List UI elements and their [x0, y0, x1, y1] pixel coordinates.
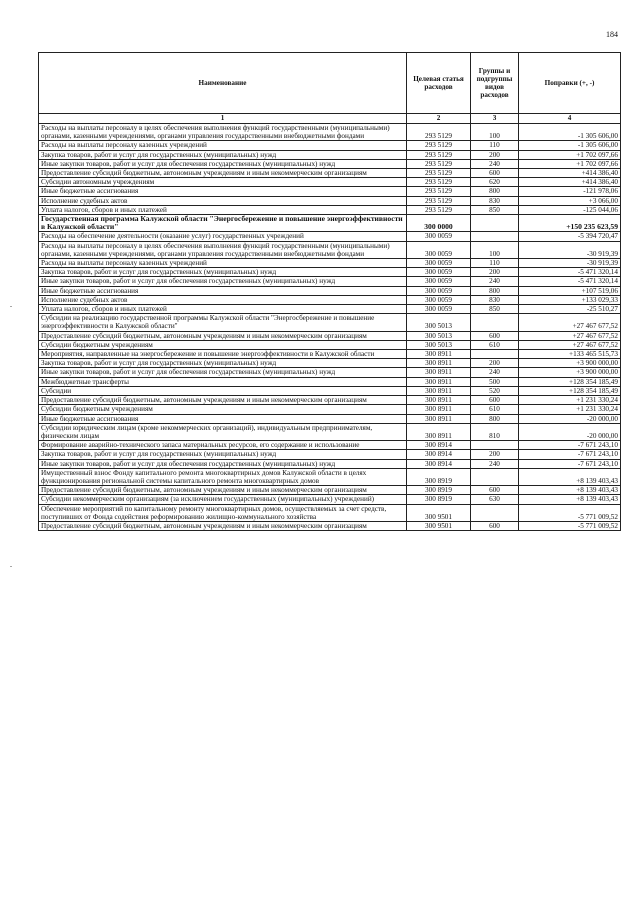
- row-expense-group: 100: [471, 124, 519, 141]
- row-expense-group: [471, 350, 519, 359]
- row-target-code: 293 5129: [407, 141, 471, 150]
- row-amendment: -25 510,27: [519, 305, 621, 314]
- table-row: [39, 277, 621, 286]
- row-amendment: +1 231 330,24: [519, 405, 621, 414]
- row-name: Государственная программа Калужской области "Энергосбережение и повышение энергоэффективности в Калужской области": [39, 215, 407, 232]
- header-amendments: Поправки (+, -): [519, 53, 621, 114]
- table-row: [39, 286, 621, 295]
- table-body: [39, 124, 621, 531]
- page-number: 184: [606, 30, 618, 39]
- row-amendment: -5 771 009,52: [519, 504, 621, 521]
- row-amendment: -5 471 320,14: [519, 268, 621, 277]
- row-expense-group: 110: [471, 259, 519, 268]
- row-target-code: 300 8914: [407, 450, 471, 459]
- row-expense-group: 500: [471, 377, 519, 386]
- table-row: [39, 521, 621, 530]
- table-row: [39, 268, 621, 277]
- row-expense-group: [471, 215, 519, 232]
- table-header-row: [39, 53, 621, 114]
- table-row: [39, 150, 621, 159]
- row-target-code: 300 0059: [407, 305, 471, 314]
- row-expense-group: 100: [471, 241, 519, 258]
- row-target-code: 293 5129: [407, 187, 471, 196]
- table-row: [39, 205, 621, 214]
- row-name: Иные бюджетные ассигнования: [39, 187, 407, 196]
- row-name: Иные бюджетные ассигнования: [39, 286, 407, 295]
- row-amendment: +107 519,06: [519, 286, 621, 295]
- row-expense-group: [471, 468, 519, 485]
- row-expense-group: 630: [471, 495, 519, 504]
- table-row: [39, 196, 621, 205]
- row-expense-group: 610: [471, 405, 519, 414]
- row-name: Предоставление субсидий бюджетным, автономным учреждениям и иным некоммерческим организациям: [39, 169, 407, 178]
- row-name: Закупка товаров, работ и услуг для государственных (муниципальных) нужд: [39, 150, 407, 159]
- row-target-code: 300 0059: [407, 259, 471, 268]
- row-name: Субсидии бюджетным учреждениям: [39, 340, 407, 349]
- row-amendment: -1 305 606,00: [519, 124, 621, 141]
- row-amendment: -20 000,00: [519, 414, 621, 423]
- row-target-code: 293 5129: [407, 178, 471, 187]
- row-name: Закупка товаров, работ и услуг для государственных (муниципальных) нужд: [39, 359, 407, 368]
- row-name: Иные закупки товаров, работ и услуг для обеспечения государственных (муниципальных) нужд: [39, 368, 407, 377]
- row-target-code: 300 8911: [407, 423, 471, 440]
- table-row: [39, 169, 621, 178]
- table-row: [39, 340, 621, 349]
- table-row: [39, 178, 621, 187]
- row-name: Имущественный взнос Фонду капитального ремонта многоквартирных домов Калужской области в целях функционирования региональной системы капитального ремонта многоквартирных домов: [39, 468, 407, 485]
- row-name: Субсидии юридическим лицам (кроме некоммерческих организаций), индивидуальным предпринимателям, физическим лицам: [39, 423, 407, 440]
- table-row: [39, 468, 621, 485]
- row-name: Расходы на выплаты персоналу казенных учреждений: [39, 141, 407, 150]
- row-amendment: -7 671 243,10: [519, 450, 621, 459]
- margin-mark: .: [10, 300, 12, 309]
- column-index: 3: [471, 114, 519, 124]
- row-target-code: 300 8911: [407, 359, 471, 368]
- row-name: Расходы на выплаты персоналу в целях обеспечения выполнения функций государственными (муниципальными) органами, казенными учреждениями, органами управления государственными внебюджетными фондами: [39, 124, 407, 141]
- row-target-code: 300 0000: [407, 215, 471, 232]
- table-row: [39, 495, 621, 504]
- row-amendment: -1 305 606,00: [519, 141, 621, 150]
- header-name: Наименование: [39, 53, 407, 114]
- row-expense-group: 850: [471, 305, 519, 314]
- table-row: [39, 504, 621, 521]
- row-amendment: +27 467 677,52: [519, 314, 621, 331]
- row-amendment: +3 900 000,00: [519, 359, 621, 368]
- row-expense-group: 240: [471, 368, 519, 377]
- row-target-code: 300 8911: [407, 350, 471, 359]
- row-target-code: 300 8911: [407, 414, 471, 423]
- row-target-code: 300 5013: [407, 314, 471, 331]
- row-expense-group: 240: [471, 159, 519, 168]
- row-name: Предоставление субсидий бюджетным, автономным учреждениям и иным некоммерческим организациям: [39, 486, 407, 495]
- budget-amendments-table: [38, 52, 621, 531]
- row-target-code: 300 8914: [407, 441, 471, 450]
- row-name: Расходы на обеспечение деятельности (оказание услуг) государственных учреждений: [39, 232, 407, 241]
- row-name: Мероприятия, направленные на энергосбережение и повышение энергоэффективности в Калужской области: [39, 350, 407, 359]
- table-row: [39, 215, 621, 232]
- column-index: 2: [407, 114, 471, 124]
- row-expense-group: [471, 441, 519, 450]
- row-expense-group: 800: [471, 414, 519, 423]
- row-name: Уплата налогов, сборов и иных платежей: [39, 205, 407, 214]
- row-target-code: 300 8911: [407, 368, 471, 377]
- row-expense-group: 600: [471, 169, 519, 178]
- row-target-code: 293 5129: [407, 150, 471, 159]
- row-target-code: 300 8919: [407, 486, 471, 495]
- row-name: Межбюджетные трансферты: [39, 377, 407, 386]
- row-amendment: +128 354 185,49: [519, 377, 621, 386]
- row-target-code: 293 5129: [407, 205, 471, 214]
- row-amendment: +414 386,40: [519, 169, 621, 178]
- row-expense-group: 600: [471, 331, 519, 340]
- table-row: [39, 305, 621, 314]
- row-target-code: 300 0059: [407, 286, 471, 295]
- table-row: [39, 241, 621, 258]
- table-row: [39, 459, 621, 468]
- table-row: [39, 441, 621, 450]
- row-target-code: 300 8919: [407, 495, 471, 504]
- table-row: [39, 232, 621, 241]
- row-expense-group: 800: [471, 286, 519, 295]
- row-amendment: +8 139 403,43: [519, 486, 621, 495]
- row-expense-group: 610: [471, 340, 519, 349]
- row-amendment: +133 465 515,73: [519, 350, 621, 359]
- row-name: Иные закупки товаров, работ и услуг для обеспечения государственных (муниципальных) нужд: [39, 159, 407, 168]
- row-name: Субсидии на реализацию государственной программы Калужской области "Энергосбережение и повышение энергоэффективности в Калужской области": [39, 314, 407, 331]
- row-amendment: +150 235 623,59: [519, 215, 621, 232]
- table-row: [39, 414, 621, 423]
- table-row: [39, 377, 621, 386]
- row-amendment: +133 029,33: [519, 295, 621, 304]
- row-expense-group: 830: [471, 295, 519, 304]
- row-expense-group: 240: [471, 459, 519, 468]
- table-row: [39, 350, 621, 359]
- column-index: 1: [39, 114, 407, 124]
- row-name: Обеспечение мероприятий по капитальному ремонту многоквартирных домов, осуществляемых за счет средств, поступивших от Фонда содействия реформированию жилищно-коммунального хозяйства: [39, 504, 407, 521]
- row-expense-group: 600: [471, 486, 519, 495]
- row-name: Предоставление субсидий бюджетным, автономным учреждениям и иным некоммерческим организациям: [39, 521, 407, 530]
- header-group: Группы и подгруппы видов расходов: [471, 53, 519, 114]
- row-amendment: +3 066,00: [519, 196, 621, 205]
- row-name: Расходы на выплаты персоналу в целях обеспечения выполнения функций государственными (муниципальными) органами, казенными учреждениями, органами управления государственными внебюджетными фондами: [39, 241, 407, 258]
- table-row: [39, 396, 621, 405]
- table-row: [39, 368, 621, 377]
- row-expense-group: 600: [471, 396, 519, 405]
- row-name: Субсидии бюджетным учреждениям: [39, 405, 407, 414]
- row-expense-group: [471, 232, 519, 241]
- row-amendment: -7 671 243,10: [519, 441, 621, 450]
- table-row: [39, 259, 621, 268]
- row-amendment: -5 394 720,47: [519, 232, 621, 241]
- row-expense-group: 850: [471, 205, 519, 214]
- header-target: Целевая статья расходов: [407, 53, 471, 114]
- table-row: [39, 314, 621, 331]
- row-expense-group: 200: [471, 450, 519, 459]
- table-row: [39, 386, 621, 395]
- row-expense-group: [471, 504, 519, 521]
- table-row: [39, 141, 621, 150]
- row-expense-group: [471, 314, 519, 331]
- row-expense-group: 240: [471, 277, 519, 286]
- row-target-code: 300 8919: [407, 468, 471, 485]
- row-name: Субсидии: [39, 386, 407, 395]
- row-name: Иные закупки товаров, работ и услуг для обеспечения государственных (муниципальных) нужд: [39, 459, 407, 468]
- row-target-code: 293 5129: [407, 169, 471, 178]
- row-name: Исполнение судебных актов: [39, 295, 407, 304]
- row-expense-group: 800: [471, 187, 519, 196]
- row-target-code: 300 9501: [407, 521, 471, 530]
- row-name: Субсидии автономным учреждениям: [39, 178, 407, 187]
- row-target-code: 300 5013: [407, 340, 471, 349]
- row-target-code: 293 5129: [407, 196, 471, 205]
- row-target-code: 293 5129: [407, 124, 471, 141]
- row-amendment: +128 354 185,49: [519, 386, 621, 395]
- row-target-code: 300 8911: [407, 386, 471, 395]
- table-row: [39, 423, 621, 440]
- row-target-code: 300 8911: [407, 377, 471, 386]
- table-row: [39, 159, 621, 168]
- row-amendment: +1 702 097,66: [519, 150, 621, 159]
- row-target-code: 300 0059: [407, 277, 471, 286]
- table-row: [39, 331, 621, 340]
- table-row: [39, 405, 621, 414]
- row-amendment: +1 231 330,24: [519, 396, 621, 405]
- row-target-code: 300 0059: [407, 268, 471, 277]
- table-row: [39, 124, 621, 141]
- row-amendment: +8 139 403,43: [519, 468, 621, 485]
- row-name: Расходы на выплаты персоналу казенных учреждений: [39, 259, 407, 268]
- table-row: [39, 486, 621, 495]
- row-name: Предоставление субсидий бюджетным, автономным учреждениям и иным некоммерческим организациям: [39, 396, 407, 405]
- row-target-code: 300 0059: [407, 295, 471, 304]
- row-amendment: -7 671 243,10: [519, 459, 621, 468]
- row-expense-group: 600: [471, 521, 519, 530]
- row-target-code: 300 0059: [407, 241, 471, 258]
- row-amendment: +414 386,40: [519, 178, 621, 187]
- table-row: [39, 450, 621, 459]
- row-amendment: -5 471 320,14: [519, 277, 621, 286]
- row-target-code: 300 5013: [407, 331, 471, 340]
- column-index-row: [39, 114, 621, 124]
- row-expense-group: 830: [471, 196, 519, 205]
- row-amendment: +27 467 677,52: [519, 331, 621, 340]
- row-amendment: -30 919,39: [519, 241, 621, 258]
- row-target-code: 293 5129: [407, 159, 471, 168]
- row-target-code: 300 0059: [407, 232, 471, 241]
- row-expense-group: 620: [471, 178, 519, 187]
- row-name: Формирование аварийно-технического запаса материальных ресурсов, его содержание и использование: [39, 441, 407, 450]
- margin-mark: .: [10, 560, 12, 569]
- row-name: Закупка товаров, работ и услуг для государственных (муниципальных) нужд: [39, 268, 407, 277]
- row-expense-group: 200: [471, 268, 519, 277]
- row-amendment: -125 044,06: [519, 205, 621, 214]
- row-name: Закупка товаров, работ и услуг для государственных (муниципальных) нужд: [39, 450, 407, 459]
- row-expense-group: 200: [471, 359, 519, 368]
- row-name: Иные бюджетные ассигнования: [39, 414, 407, 423]
- row-target-code: 300 9501: [407, 504, 471, 521]
- row-expense-group: 110: [471, 141, 519, 150]
- row-target-code: 300 8911: [407, 405, 471, 414]
- column-index: 4: [519, 114, 621, 124]
- row-name: Субсидии некоммерческим организациям (за исключением государственных (муниципальных) учреждений): [39, 495, 407, 504]
- row-target-code: 300 8914: [407, 459, 471, 468]
- row-name: Уплата налогов, сборов и иных платежей: [39, 305, 407, 314]
- row-amendment: -20 000,00: [519, 423, 621, 440]
- row-amendment: -121 978,06: [519, 187, 621, 196]
- row-name: Иные закупки товаров, работ и услуг для обеспечения государственных (муниципальных) нужд: [39, 277, 407, 286]
- row-name: Исполнение судебных актов: [39, 196, 407, 205]
- row-amendment: +27 467 677,52: [519, 340, 621, 349]
- row-name: Предоставление субсидий бюджетным, автономным учреждениям и иным некоммерческим организациям: [39, 331, 407, 340]
- row-expense-group: 520: [471, 386, 519, 395]
- row-amendment: +8 139 403,43: [519, 495, 621, 504]
- row-amendment: -30 919,39: [519, 259, 621, 268]
- row-expense-group: 200: [471, 150, 519, 159]
- row-expense-group: 810: [471, 423, 519, 440]
- table-row: [39, 187, 621, 196]
- table-row: [39, 359, 621, 368]
- table-row: [39, 295, 621, 304]
- row-amendment: +1 702 097,66: [519, 159, 621, 168]
- row-target-code: 300 8911: [407, 396, 471, 405]
- row-amendment: -5 771 009,52: [519, 521, 621, 530]
- row-amendment: +3 900 000,00: [519, 368, 621, 377]
